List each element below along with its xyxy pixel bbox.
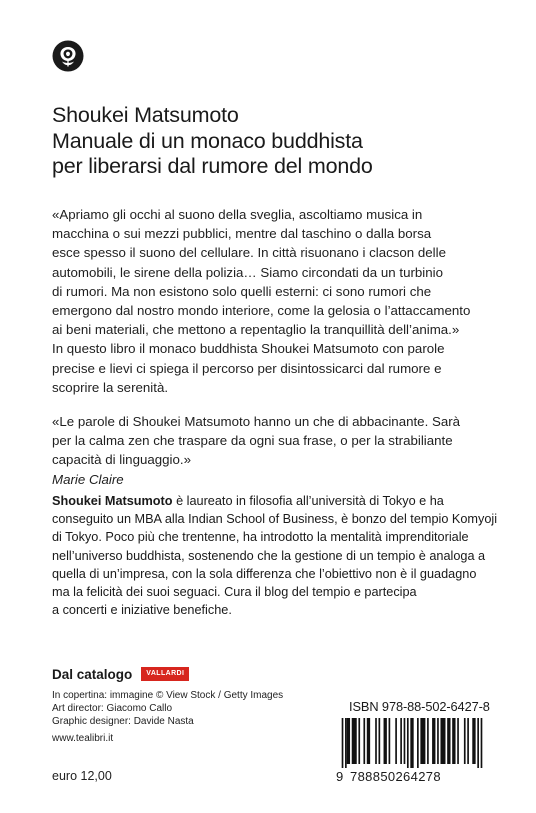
blurb-line: «Apriamo gli occhi al suono della sveglia, ascoltiamo musica in bbox=[52, 207, 423, 222]
blurb-line: In questo libro il monaco buddhista Shoukei Matsumoto con parole bbox=[52, 341, 445, 357]
barcode-bar bbox=[477, 718, 479, 768]
barcode-bar bbox=[367, 718, 370, 764]
credit-line: Art director: Giacomo Callo bbox=[52, 702, 173, 714]
blurb-line: emergono dal nostro mondo interiore, come la gelosia o l’attaccamento bbox=[52, 303, 471, 319]
barcode-bar bbox=[407, 718, 409, 768]
book-title-line-1: Manuale di un monaco buddhista bbox=[52, 128, 363, 153]
barcode-bar bbox=[440, 718, 445, 764]
bio-line: conseguito un MBA alla Indian School of Business, è bonzo del tempio Komyoji bbox=[52, 512, 498, 527]
barcode-bar bbox=[427, 718, 429, 764]
barcode-bar bbox=[389, 718, 391, 764]
barcode-bar bbox=[432, 718, 435, 764]
catalog-label: Dal catalogo bbox=[52, 666, 133, 682]
barcode-bar bbox=[352, 718, 357, 764]
barcode-bar bbox=[395, 718, 397, 764]
barcode-bar bbox=[417, 718, 419, 768]
title-block bbox=[52, 103, 492, 180]
blurb-line: macchina o sui mezzi pubblici, mentre dal taschino o dalla borsa bbox=[52, 226, 432, 242]
barcode-bar bbox=[437, 718, 439, 764]
bio-line: ma la felicità dei suoi seguaci. Cura il blog del tempio e partecipa bbox=[52, 585, 417, 600]
blurb-line: esce spesso il suono del cellulare. In città risuonano i clacson delle bbox=[52, 245, 446, 261]
publisher-website: www.tealibri.it bbox=[52, 733, 114, 744]
credit-line: Graphic designer: Davide Nasta bbox=[52, 715, 194, 727]
barcode-bar bbox=[410, 718, 413, 768]
bio-line: quella di un’impresa, con la sola differenza che l’obiettivo non è il guadagno bbox=[52, 566, 477, 581]
barcode-bar bbox=[363, 718, 365, 764]
barcode-bar bbox=[467, 718, 469, 764]
cover-credits bbox=[52, 690, 283, 728]
barcode-bar bbox=[384, 718, 387, 764]
barcode-first-digit: 9 bbox=[336, 769, 344, 784]
barcode-bar bbox=[420, 718, 425, 764]
blurb-line: scoprire la serenità. bbox=[52, 379, 169, 395]
barcode-bar bbox=[375, 718, 377, 764]
bio-line: nell’universo buddhista, sostenendo che la gestione di un tempio è analoga a bbox=[52, 548, 486, 563]
barcode-digit-string: 788850264278 bbox=[350, 769, 441, 784]
barcode-bar bbox=[447, 718, 450, 764]
barcode-bar bbox=[379, 718, 381, 764]
blurb bbox=[52, 205, 492, 397]
blurb-line: precise e lievi ci spiega il percorso per disintossicarci dal rumore e bbox=[52, 360, 442, 376]
bio-line bbox=[52, 492, 492, 510]
author-bio bbox=[52, 492, 498, 619]
barcode-bar bbox=[457, 718, 459, 764]
blurb-line: ai beni materiali, che mettono a repentaglio la tranquillità dell’anima.» bbox=[52, 322, 460, 338]
barcode-bar bbox=[342, 718, 344, 768]
review-line: capacità di linguaggio.» bbox=[52, 452, 191, 468]
bio-line-text: è laureato in filosofia all’università di Tokyo e ha bbox=[172, 494, 444, 508]
author-name: Shoukei Matsumoto bbox=[52, 103, 239, 127]
barcode-bar bbox=[464, 718, 466, 764]
price: euro 12,00 bbox=[52, 769, 112, 783]
barcode-bar bbox=[347, 718, 350, 764]
review-line: per la calma zen che traspare da ogni sua frase, o per la strabiliante bbox=[52, 433, 453, 449]
barcode-bar bbox=[400, 718, 402, 764]
barcode-bar bbox=[472, 718, 475, 764]
barcode-bar bbox=[404, 718, 406, 764]
blurb-line: di rumori. Ma non esistono solo quelli esterni: ci sono rumori che bbox=[52, 283, 432, 299]
bio-line: a concerti e iniziative benefiche. bbox=[52, 603, 232, 618]
catalog-section bbox=[52, 664, 189, 684]
barcode-bar bbox=[481, 718, 483, 768]
barcode-bar bbox=[452, 718, 455, 764]
blurb-line: automobili, le sirene della polizia… Siamo circondati da un turbinio bbox=[52, 264, 443, 280]
barcode-bar bbox=[358, 718, 360, 764]
bio-line: di Tokyo. Poco più che trentenne, ha introdotto la mentalità imprenditoriale bbox=[52, 530, 469, 545]
credit-line: In copertina: immagine © View Stock / Getty Images bbox=[52, 690, 284, 701]
publisher-badge: VALLARDI bbox=[141, 667, 189, 681]
review-line: «Le parole di Shoukei Matsumoto hanno un che di abbacinante. Sarà bbox=[52, 414, 461, 429]
review-source: Marie Claire bbox=[52, 471, 124, 487]
rose-emblem-icon bbox=[52, 40, 84, 72]
book-title-line-2: per liberarsi dal rumore del mondo bbox=[52, 154, 373, 178]
review-quote bbox=[52, 412, 492, 489]
barcode-graphic bbox=[336, 718, 488, 768]
barcode-bar bbox=[345, 718, 347, 768]
isbn-text: ISBN 978-88-502-6427-8 bbox=[349, 699, 490, 714]
bio-author-name: Shoukei Matsumoto bbox=[52, 494, 173, 508]
